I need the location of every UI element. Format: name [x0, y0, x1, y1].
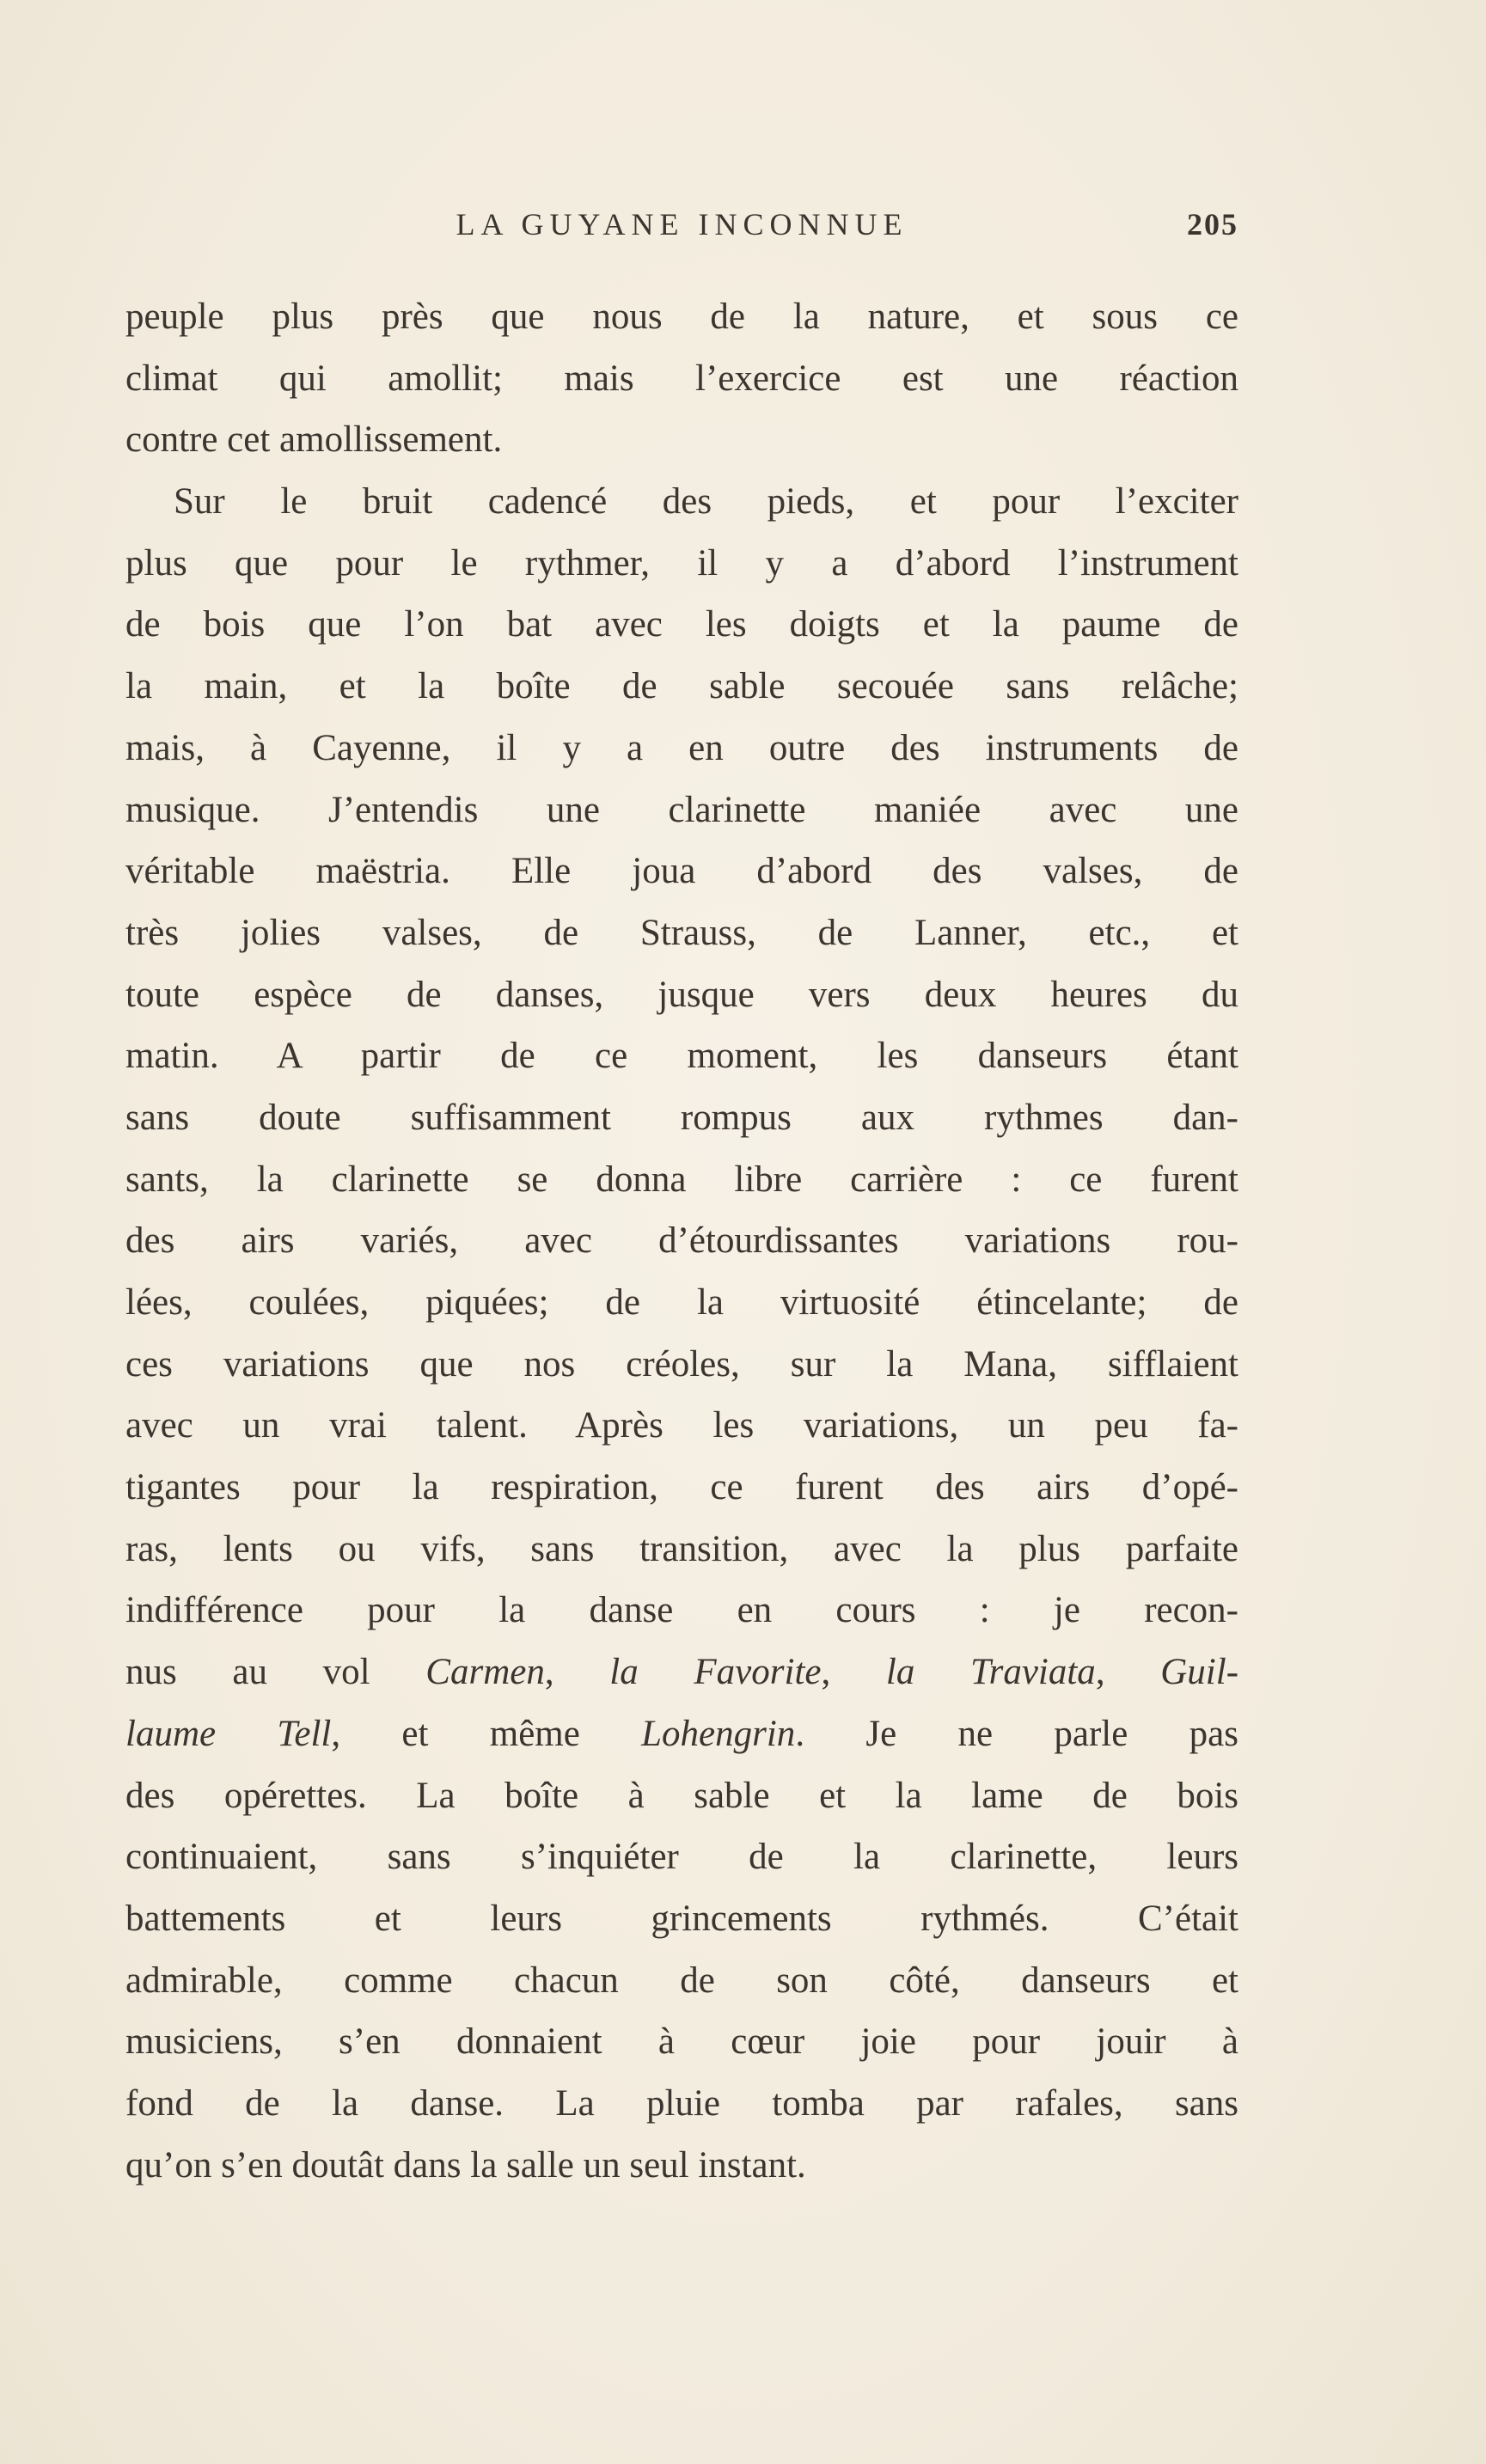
opera-title-lohengrin: Lohengrin — [641, 1713, 796, 1754]
text-line: des opérettes. La boîte à sable et la lame de bois — [125, 1775, 1238, 1816]
text-line: continuaient, sans s’inquiéter de la clarinette, leurs — [125, 1837, 1238, 1878]
text-line: contre cet amollissement. — [125, 419, 503, 461]
text-line: véritable maëstria. Elle joua d’abord des valses, de — [125, 851, 1238, 892]
text-line: climat qui amollit; mais l’exercice est une réaction — [125, 358, 1238, 399]
opera-title-guillaume-tell-part1: Guil- — [1160, 1652, 1238, 1693]
text-line: sans doute suffisamment rompus aux rythmes dan- — [125, 1097, 1238, 1138]
running-head — [125, 203, 1238, 246]
text-line: des airs variés, avec d’étourdissantes variations rou- — [125, 1220, 1238, 1262]
body-text — [125, 286, 1238, 2196]
text-line: peuple plus près que nous de la nature, et sous ce — [125, 297, 1238, 337]
text-segment: , — [1095, 1652, 1161, 1693]
text-line — [125, 1703, 1238, 1765]
text-segment: nus au vol — [125, 1652, 426, 1693]
text-line: fond de la danse. La pluie tomba par rafales, sans — [125, 2082, 1238, 2124]
text-line: musique. J’entendis une clarinette maniée avec une — [125, 789, 1238, 830]
text-line: avec un vrai talent. Après les variations, un peu fa- — [125, 1405, 1238, 1446]
text-line — [125, 1642, 1238, 1703]
opera-title-la-favorite: la Favorite — [609, 1652, 822, 1693]
opera-title-carmen: Carmen — [425, 1652, 545, 1693]
text-line: ces variations que nos créoles, sur la Mana, sifflaient — [125, 1343, 1238, 1385]
opera-title-la-traviata: la Traviata — [885, 1652, 1096, 1693]
text-line: très jolies valses, de Strauss, de Lanner, etc., et — [125, 912, 1238, 953]
text-segment: , — [544, 1652, 610, 1693]
text-line: musiciens, s’en donnaient à cœur joie pour jouir à — [125, 2021, 1238, 2063]
text-line: indifférence pour la danse en cours : je recon- — [125, 1590, 1238, 1631]
text-line: qu’on s’en doutât dans la salle un seul instant. — [125, 2144, 806, 2186]
text-line: tigantes pour la respiration, ce furent des airs d’opé- — [125, 1467, 1238, 1508]
text-line: matin. A partir de ce moment, les danseurs étant — [125, 1036, 1238, 1077]
text-line: battements et leurs grincements rythmés. C’était — [125, 1898, 1238, 1939]
text-segment: , et même — [331, 1713, 642, 1754]
text-line: lées, coulées, piquées; de la virtuosité étincelante; de — [125, 1282, 1238, 1323]
text-line: la main, et la boîte de sable secouée sans relâche; — [125, 666, 1238, 707]
text-line: admirable, comme chacun de son côté, danseurs et — [125, 1960, 1238, 2001]
text-line: plus que pour le rythmer, il y a d’abord l’instrument — [125, 542, 1238, 584]
text-line: sants, la clarinette se donna libre carrière : ce furent — [125, 1159, 1238, 1200]
text-line: toute espèce de danses, jusque vers deux heures du — [125, 974, 1238, 1015]
opera-title-guillaume-tell-part2: laume Tell — [125, 1713, 332, 1754]
text-line: de bois que l’on bat avec les doigts et la paume de — [125, 604, 1238, 645]
text-line: mais, à Cayenne, il y a en outre des instruments de — [125, 727, 1238, 768]
text-segment: . Je ne parle pas — [795, 1713, 1238, 1754]
page-number: 205 — [1187, 207, 1238, 242]
paragraph-first-line: Sur le bruit cadencé des pieds, et pour l’exciter — [174, 481, 1238, 523]
text-segment: , — [821, 1652, 886, 1693]
text-line: ras, lents ou vifs, sans transition, avec la plus parfaite — [125, 1528, 1238, 1569]
running-title: LA GUYANE INCONNUE — [456, 207, 908, 242]
